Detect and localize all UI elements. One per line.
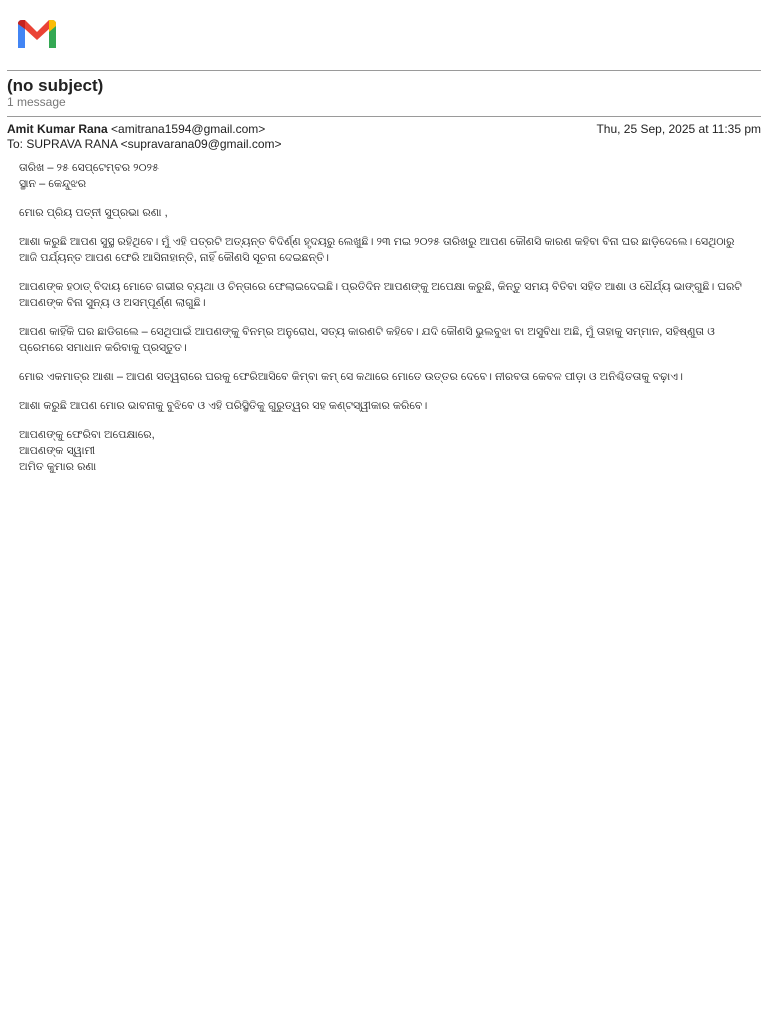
- letter-paragraph-3: ଆପଣ କାହିଁକି ଘର ଛାଡିଗଲେ – ସେଥିପାଇଁ ଆପଣଙ୍କୁ ବିନମ୍ର ଅନୁରୋଧ, ସତ୍ୟ କାରଣଟି କହିବେ। ଯଦି କୌଣସି ଭୁଲବୁଝା ବା ଅସୁବିଧା ଅଛି, ମୁଁ ତାହାକୁ ସମ୍ମାନ, ସହିଷ୍ଣୁତା ଓ ପ୍ରେମରେ ସମାଧାନ କରିବାକୁ ପ୍ରସ୍ତୁତ।: [19, 326, 715, 354]
- sender-email: <amitrana1594@gmail.com>: [111, 122, 266, 136]
- header-divider: [7, 70, 761, 71]
- letter-paragraph-1: ଆଶା କରୁଛି ଆପଣ ସୁସ୍ଥ ରହିଥିବେ। ମୁଁ ଏହି ପତ୍ରଟି ଅତ୍ୟନ୍ତ ବିଦିର୍ଣ୍ଣ ହୃଦୟରୁ ଲେଖୁଛି। ୨୩ ମଇ ୨୦୨୫ ତାରିଖରୁ ଆପଣ କୌଣସି କାରଣ କହିବା ବିନା ଘର ଛାଡ଼ିଦେଲେ। ସେଥିଠାରୁ ଆଜି ପର୍ଯ୍ୟନ୍ତ ଆପଣ ଫେରି ଆସିନାହାନ୍ତି, ନାହିଁ କୌଣସି ସୂଚନା ଦେଇଛନ୍ତି।: [19, 236, 735, 264]
- subject-divider: [7, 116, 761, 117]
- letter-date: ତାରିଖ – ୨୫ ସେପ୍ଟେମ୍ବର ୨୦୨୫: [19, 162, 159, 174]
- message-date: Thu, 25 Sep, 2025 at 11:35 pm: [596, 122, 761, 136]
- letter-paragraph-2: ଆପଣଙ୍କ ହଠାତ୍ ବିଦାୟ ମୋତେ ଗଭୀର ବ୍ୟଥା ଓ ଚିନ୍ତାରେ ଫେଲାଇଦେଇଛି। ପ୍ରତିଦିନ ଆପଣଙ୍କୁ ଅପେକ୍ଷା କରୁଛି, କିନ୍ତୁ ସମୟ ବିତିବା ସହିତ ଆଶା ଓ ଧୈର୍ଯ୍ୟ ଭାଙ୍ଗୁଛି। ଘରଟି ଆପଣଙ୍କ ବିନା ସୁନ୍ୟ ଓ ଅସମ୍ପୂର୍ଣ୍ଣ ଲାଗୁଛି।: [19, 281, 742, 309]
- letter-greeting: ମୋର ପ୍ରିୟ ପତ୍ନୀ ସୁପ୍ରଭା ରଣା ,: [19, 207, 168, 219]
- letter-paragraph-5: ଆଶା କରୁଛି ଆପଣ ମୋର ଭାବନାକୁ ବୁଝିବେ ଓ ଏହି ପରିସ୍ଥିତିକୁ ଗୁରୁତ୍ୱର ସହ କଣ୍ଟସ୍ୱୀକାର କରିବେ।: [19, 400, 428, 412]
- closing-line-1: ଆପଣଙ୍କୁ ଫେରିବା ଅପେକ୍ଷାରେ,: [19, 429, 155, 441]
- closing-signature: ଅମିତ କୁମାର ରଣା: [19, 461, 97, 473]
- recipient-line: [7, 137, 282, 152]
- letter-paragraph-4: ମୋର ଏକମାତ୍ର ଆଶା – ଆପଣ ସତ୍ୱରାରେ ଘରକୁ ଫେରିଆସିବେ କିମ୍ବା କମ୍ ସେ କଥାରେ ମୋତେ ଉତ୍ତର ଦେବେ। ନୀରବତା କେବଳ ପୀଡ଼ା ଓ ଅନିଶ୍ଚିତତାକୁ ବଢ଼ାଏ।: [19, 371, 683, 383]
- recipient-name: SUPRAVA RANA: [26, 137, 118, 151]
- sender-name: Amit Kumar Rana: [7, 122, 108, 136]
- closing-line-2: ଆପଣଙ୍କ ସ୍ୱାମୀ: [19, 445, 96, 457]
- recipient-email: <supravarana09@gmail.com>: [120, 137, 282, 151]
- sender-line: [7, 122, 265, 137]
- message-body: [19, 160, 749, 488]
- body-header-block: [19, 160, 749, 192]
- gmail-logo-icon: [16, 18, 58, 50]
- to-label: To:: [7, 137, 24, 151]
- thread-subject: (no subject): [7, 76, 104, 95]
- message-count: 1 message: [7, 95, 66, 109]
- letter-closing: [19, 427, 749, 475]
- letter-place: ସ୍ଥାନ – କେନ୍ଦୁଝର: [19, 178, 87, 190]
